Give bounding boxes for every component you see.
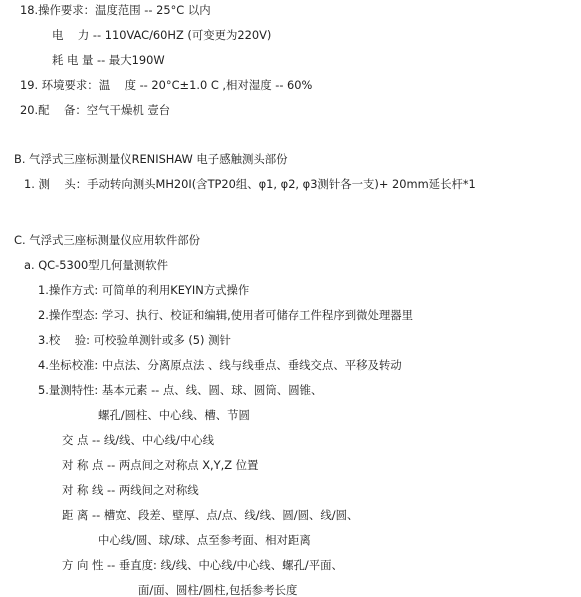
software-item-mode: 2.操作型态: 学习、执行、校证和编辑,使用者可储存工件程序到微处理器里	[38, 308, 414, 322]
feature-symmetric-point: 对 称 点 -- 两点间之对称点 X,Y,Z 位置	[62, 458, 259, 472]
feature-distance-continued: 中心线/圆、球/球、点至参考面、相对距离	[98, 533, 311, 547]
software-item-operation: 1.操作方式: 可简单的利用KEYIN方式操作	[38, 283, 250, 297]
feature-distance: 距 离 -- 槽宽、段差、壁厚、点/点、线/线、圆/圆、线/圆、	[62, 508, 359, 522]
spec-power-consumption: 耗 电 量 -- 最大190W	[52, 53, 165, 67]
spec-equipment: 20.配 备：空气干燥机 壹台	[20, 103, 171, 117]
feature-direction-continued: 面/面、圆柱/圆柱,包括参考长度	[138, 583, 298, 597]
software-item-calibration: 3.校 验: 可校验单测针或多 (5) 测针	[38, 333, 231, 347]
feature-intersection: 交 点 -- 线/线、中心线/中心线	[62, 433, 215, 447]
section-b-heading: B. 气浮式三座标测量仪RENISHAW 电子感触测头部份	[14, 152, 288, 166]
spec-power: 电 力 -- 110VAC/60HZ (可变更为220V)	[52, 28, 272, 42]
features-continued: 螺孔/圆柱、中心线、槽、节圆	[98, 408, 250, 422]
probe-item: 1. 测 头：手动转向测头MH20I(含TP20组、φ1, φ2, φ3测针各一支)+ 20mm延长杆*1	[24, 177, 476, 191]
software-item-features: 5.量测特性: 基本元素 -- 点、线、圆、球、圆筒、圆锥、	[38, 383, 323, 397]
spec-environment: 19. 环境要求：温 度 -- 20°C±1.0 C ,相对湿度 -- 60%	[20, 78, 313, 92]
feature-direction: 方 向 性 -- 垂直度: 线/线、中心线/中心线、螺孔/平面、	[62, 558, 343, 572]
spec-operating-requirement: 18.操作要求：温度范围 -- 25°C 以内	[20, 3, 211, 17]
feature-symmetric-line: 对 称 线 -- 两线间之对称线	[62, 483, 199, 497]
software-item-coordinate: 4.坐标校准: 中点法、分离原点法 、线与线垂点、垂线交点、平移及转动	[38, 358, 402, 372]
section-c-heading: C. 气浮式三座标测量仪应用软件部份	[14, 233, 201, 247]
software-subheading: a. QC-5300型几何量测软件	[24, 258, 168, 272]
